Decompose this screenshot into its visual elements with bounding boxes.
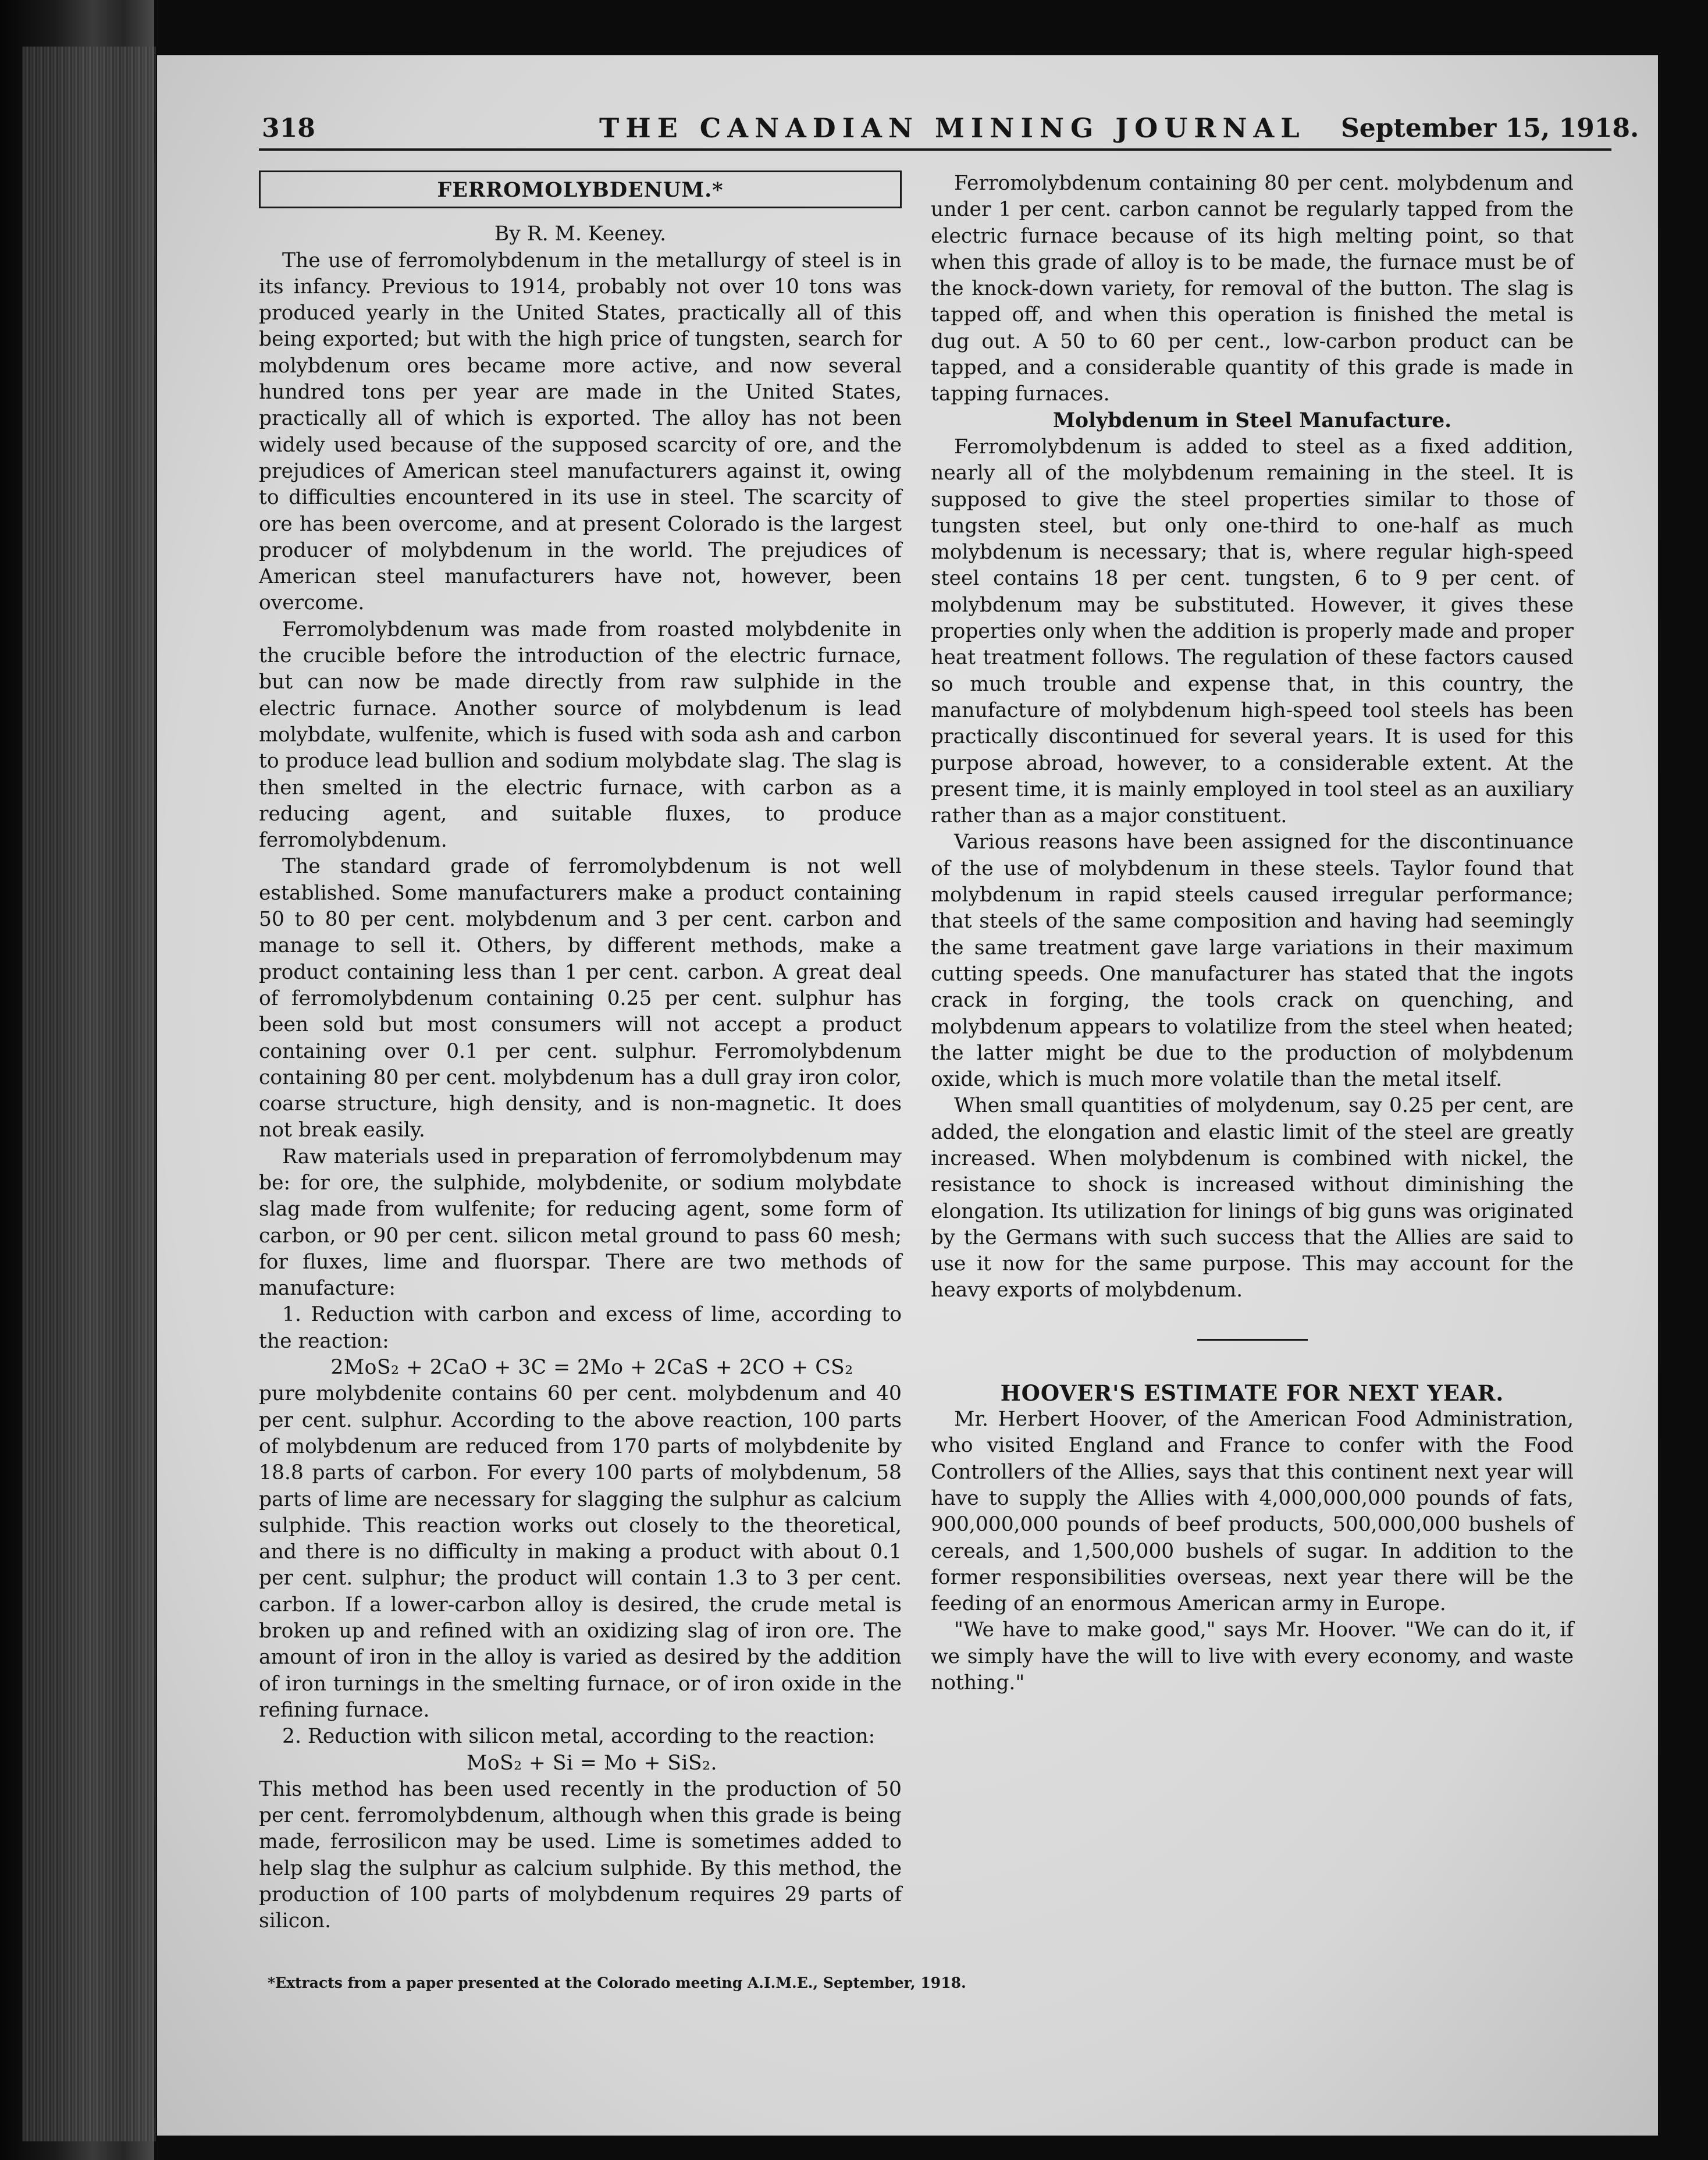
- section-divider: [1197, 1339, 1308, 1341]
- paragraph: This method has been used recently in the production of 50 per cent. ferromolybdenum, although when this grade is being made, ferrosilicon may be used. Lime is sometimes added to help slag the sulphur as calcium sulphide. By this method, the production of 100 parts of molybdenum requires 29 parts of silicon.: [259, 1777, 902, 1933]
- paragraph: Ferromolybdenum is added to steel as a fixed addition, nearly all of the molybdenum remaining in the steel. It is supposed to give the steel properties similar to those of tungsten steel, but only one-third to one-half as much molybdenum is necessary; that is, where regular high-speed steel contains 18 per cent. tungsten, 6 to 9 per cent. of molybdenum may be substituted. However, it gives these properties only when the addition is properly made and proper heat treatment follows. The regulation of these factors caused so much trouble and expense that, in this country, the manufacture of molybdenum high-speed tool steels has been practically discontinued for several years. It is used for this purpose abroad, however, to a considerable extent. At the present time, it is mainly employed in tool steel as an auxiliary rather than as a major constituent.: [931, 435, 1574, 828]
- paragraph: Mr. Herbert Hoover, of the American Food Administration, who visited England and France to confer with the Food Controllers of the Allies, says that this continent next year will have to supply the Allies with 4,000,000,000 pounds of fats, 900,000,000 pounds of beef products, 500,000,000 bushels of cereals, and 1,500,000 bushels of sugar. In addition to the former responsibilities overseas, next year there will be the feeding of an enormous American army in Europe.: [931, 1408, 1574, 1616]
- paragraph: Ferromolybdenum containing 80 per cent. molybdenum and under 1 per cent. carbon cannot be regularly tapped from the electric furnace because of its high melting point, so that when this grade of alloy is to be made, the furnace must be of the knock-down variety, for removal of the button. The slag is tapped off, and when this operation is finished the metal is dug out. A 50 to 60 per cent., low-carbon product can be tapped, and a considerable quantity of this grade is made in tapping furnaces.: [931, 172, 1574, 406]
- equation: 2MoS₂ + 2CaO + 3C = 2Mo + 2CaS + 2CO + CS₂: [330, 1356, 853, 1380]
- paragraph: pure molybdenite contains 60 per cent. molybdenum and 40 per cent. sulphur. According to the above reaction, 100 parts of molybdenum are reduced from 170 parts of molybdenite by 18.8 parts of carbon. For every 100 parts of molybdenum, 58 parts of lime are necessary for slagging the sulphur as calcium sulphide. This reaction works out closely to the theoretical, and there is no difficulty in making a product with about 0.1 per cent. sulphur; the product will contain 1.3 to 3 per cent. carbon. If a lower-carbon alloy is desired, the crude metal is broken up and refined with an oxidizing slag of iron ore. The amount of iron in the alloy is varied as desired by the addition of iron turnings in the smelting furnace, or of iron oxide in the refining furnace.: [259, 1382, 902, 1722]
- paragraph: Various reasons have been assigned for the discontinuance of the use of molybdenum in these steels. Taylor found that molybdenum in rapid steels caused irregular performance; that steels of the same composition and having had seemingly the same treatment gave large variations in their maximum cutting speeds. One manufacturer has stated that the ingots crack in forging, the tools crack on quenching, and molybdenum appears to volatilize from the steel when heated; the latter might be due to the production of molybdenum oxide, which is much more volatile than the metal itself.: [931, 830, 1574, 1092]
- paragraph: Ferromolybdenum was made from roasted molybdenite in the crucible before the introduction of the electric furnace, but can now be made directly from raw sulphide in the electric furnace. Another source of molybdenum is lead molybdate, wulfenite, which is fused with soda ash and carbon to produce lead bullion and sodium molybdate slag. The slag is then smelted in the electric furnace, with carbon as a reducing agent, and suitable fluxes, to produce ferromolybdenum.: [259, 617, 902, 852]
- equation: MoS₂ + Si = Mo + SiS₂.: [467, 1751, 717, 1775]
- issue-date: September 15, 1918.: [1341, 113, 1639, 143]
- paragraph: When small quantities of molydenum, say 0.25 per cent, are added, the elongation and elastic limit of the steel are greatly increased. When molybdenum is combined with nickel, the resistance to shock is increased without diminishing the elongation. Its utilization for linings of big guns was originated by the Germans with such success that the Allies are said to use it now for the same purpose. This may account for the heavy exports of molybdenum.: [931, 1094, 1574, 1302]
- running-head: THE CANADIAN MINING JOURNAL: [599, 112, 1306, 144]
- article-title: FERROMOLYBDENUM.*: [259, 170, 902, 208]
- page-edges: [22, 47, 156, 2141]
- section-subheading: Molybdenum in Steel Manufacture.: [1052, 408, 1452, 432]
- hoover-title: HOOVER'S ESTIMATE FOR NEXT YEAR.: [1000, 1380, 1504, 1406]
- left-column: [259, 170, 902, 1935]
- right-column: [931, 170, 1574, 1696]
- page-number: 318: [262, 113, 315, 143]
- journal-page: [157, 55, 1658, 2136]
- paragraph: Raw materials used in preparation of ferromolybdenum may be: for ore, the sulphide, molybdenite, or sodium molybdate slag made from wulfenite; for reducing agent, some form of carbon, or 90 per cent. silicon metal ground to pass 60 mesh; for fluxes, lime and fluorspar. There are two methods of manufacture:: [259, 1145, 902, 1301]
- byline: By R. M. Keeney.: [494, 222, 667, 246]
- paragraph: "We have to make good," says Mr. Hoover. "We can do it, if we simply have the will to live with every economy, and waste nothing.": [931, 1618, 1574, 1695]
- paragraph: 2. Reduction with silicon metal, according to the reaction:: [282, 1725, 876, 1749]
- paragraph: 1. Reduction with carbon and excess of lime, according to the reaction:: [259, 1303, 902, 1353]
- footnote: *Extracts from a paper presented at the Colorado meeting A.I.M.E., September, 1918.: [268, 1974, 966, 1991]
- paragraph: The use of ferromolybdenum in the metallurgy of steel is in its infancy. Previous to 1914, probably not over 10 tons was produced yearly in the United States, practically all of this being exported; but with the high price of tungsten, search for molybdenum ores became more active, and now several hundred tons per year are made in the United States, practically all of which is exported. The alloy has not been widely used because of the supposed scarcity of ore, and the prejudices of American steel manufacturers against it, owing to difficulties encountered in its use in steel. The scarcity of ore has been overcome, and at present Colorado is the largest producer of molybdenum in the world. The prejudices of American steel manufacturers have not, however, been overcome.: [259, 248, 902, 615]
- paragraph: The standard grade of ferromolybdenum is not well established. Some manufacturers make a product containing 50 to 80 per cent. molybdenum and 3 per cent. carbon and manage to sell it. Others, by different methods, make a product containing less than 1 per cent. carbon. A great deal of ferromolybdenum containing 0.25 per cent. sulphur has been sold but most consumers will not accept a product containing over 0.1 per cent. sulphur. Ferromolybdenum containing 80 per cent. molybdenum has a dull gray iron color, coarse structure, high density, and is non-magnetic. It does not break easily.: [259, 855, 902, 1142]
- header-rule: [259, 148, 1611, 151]
